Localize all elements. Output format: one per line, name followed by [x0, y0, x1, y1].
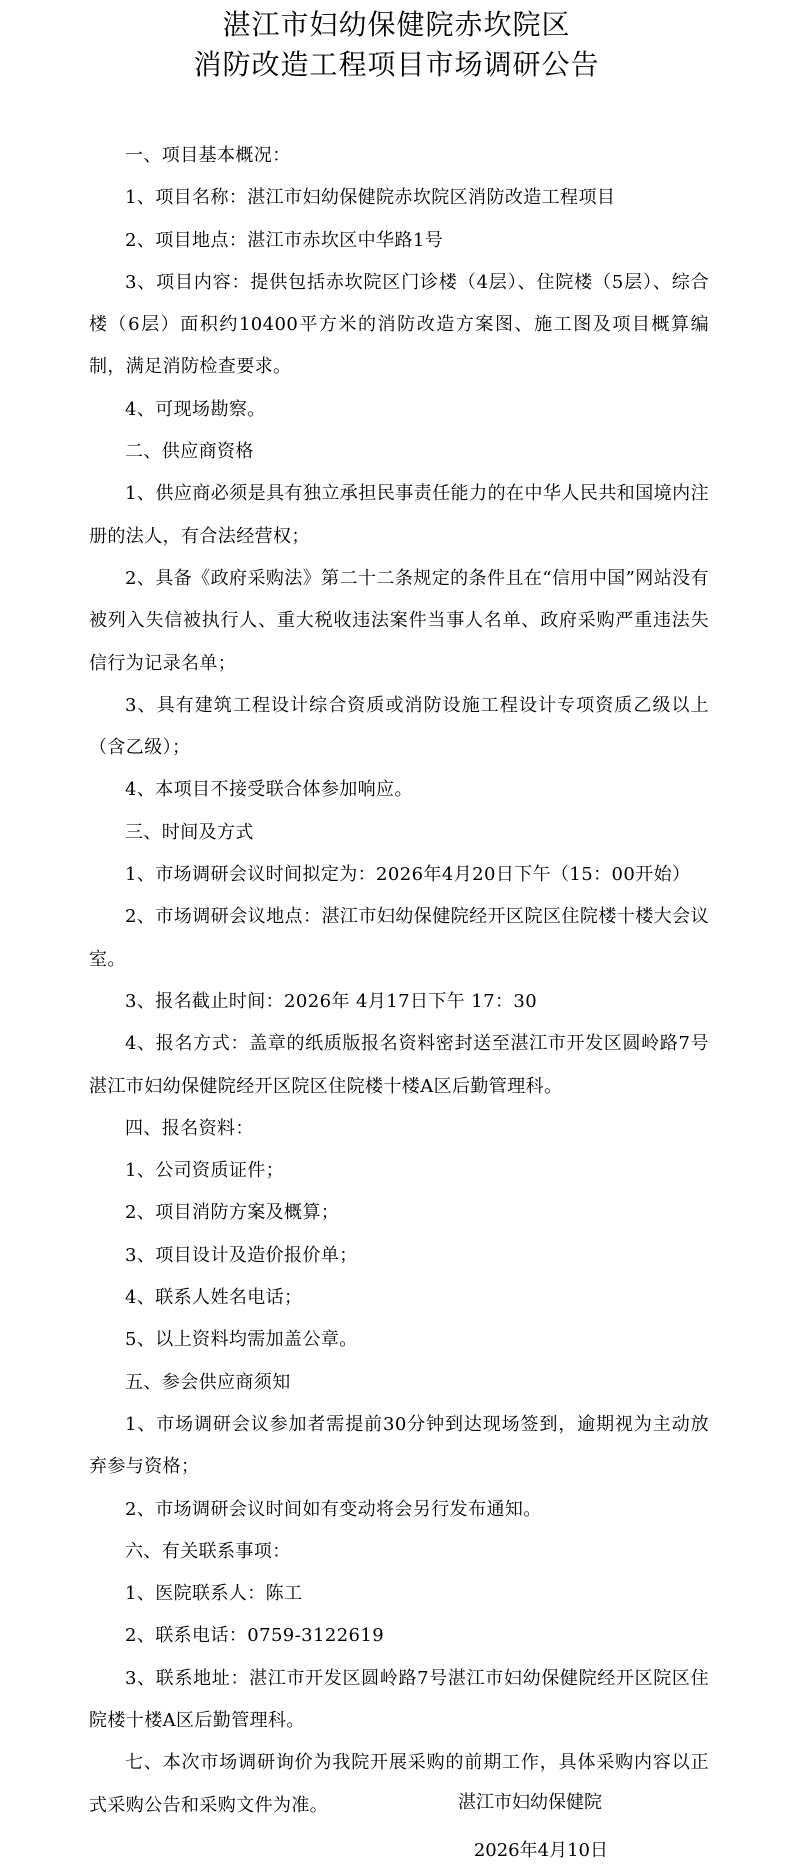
paragraph-meeting-place: 2、市场调研会议地点：湛江市妇幼保健院经开区院区住院楼十楼大会议室。 [89, 906, 709, 970]
paragraph-contact-person: 1、医院联系人：陈工 [125, 1583, 303, 1605]
paragraph-meeting-time: 1、市场调研会议时间拟定为：2026年4月20日下午（15：00开始） [125, 864, 691, 886]
section-heading-contact: 六、有关联系事项： [125, 1540, 291, 1562]
paragraph-qualification-1: 1、供应商必须是具有独立承担民事责任能力的在中华人民共和国境内注册的法人，有合法经营权； [89, 483, 709, 547]
paragraph-notice-1: 1、市场调研会议参加者需提前30分钟到达现场签到，逾期视为主动放弃参与资格； [89, 1413, 709, 1478]
signature-organization: 湛江市妇幼保健院 [458, 1792, 602, 1813]
paragraph-contact-phone: 2、联系电话：0759-3122619 [125, 1625, 385, 1647]
section-heading-materials: 四、报名资料： [125, 1117, 254, 1139]
paragraph-material-3: 3、项目设计及造价报价单； [125, 1244, 358, 1266]
section-heading-time: 三、时间及方式 [125, 821, 254, 843]
paragraph-material-5: 5、以上资料均需加盖公章。 [125, 1329, 358, 1351]
paragraph-deadline: 3、报名截止时间：2026年 4月17日下午 17：30 [125, 990, 538, 1012]
announcement-body [89, 135, 709, 1827]
paragraph-registration-method: 4、报名方式：盖章的纸质版报名资料密封送至湛江市开发区圆岭路7号湛江市妇幼保健院经开区院区住院楼十楼A区后勤管理科。 [89, 1033, 709, 1097]
paragraph-material-4: 4、联系人姓名电话； [125, 1287, 303, 1309]
paragraph-notice-2: 2、市场调研会议时间如有变动将会另行发布通知。 [125, 1498, 542, 1520]
section-heading-notice: 五、参会供应商须知 [125, 1371, 291, 1393]
paragraph-project-content: 3、项目内容：提供包括赤坎院区门诊楼（4层）、住院楼（5层）、综合楼（6层）面积约10400平方米的消防改造方案图、施工图及项目概算编制，满足消防检查要求。 [89, 271, 709, 378]
paragraph-project-name: 1、项目名称：湛江市妇幼保健院赤坎院区消防改造工程项目 [125, 187, 616, 209]
document-title-line-1: 湛江市妇幼保健院赤坎院区 [222, 8, 571, 41]
paragraph-closing-note: 七、本次市场调研询价为我院开展采购的前期工作，具体采购内容以正式采购公告和采购文件为准。 [89, 1752, 709, 1816]
paragraph-site-survey: 4、可现场勘察。 [125, 398, 266, 420]
paragraph-material-2: 2、项目消防方案及概算； [125, 1202, 340, 1224]
paragraph-qualification-3: 3、具有建筑工程设计综合资质或消防设施工程设计专项资质乙级以上（含乙级）； [89, 694, 709, 759]
paragraph-contact-address: 3、联系地址：湛江市开发区圆岭路7号湛江市妇幼保健院经开区院区住院楼十楼A区后勤管理科。 [89, 1667, 709, 1731]
signature-date: 2026年4月10日 [473, 1840, 608, 1861]
paragraph-qualification-4: 4、本项目不接受联合体参加响应。 [125, 779, 413, 801]
paragraph-qualification-2: 2、具备《政府采购法》第二十二条规定的条件且在“信用中国”网站没有被列入失信被执行人、重大税收违法案件当事人名单、政府采购严重违法失信行为记录名单； [89, 567, 709, 674]
paragraph-material-1: 1、公司资质证件； [125, 1160, 285, 1182]
section-heading-overview: 一、项目基本概况： [125, 145, 291, 166]
paragraph-project-location: 2、项目地点：湛江市赤坎区中华路1号 [125, 229, 444, 251]
section-heading-qualification: 二、供应商资格 [125, 441, 254, 463]
document-title-line-2: 消防改造工程项目市场调研公告 [193, 48, 600, 81]
